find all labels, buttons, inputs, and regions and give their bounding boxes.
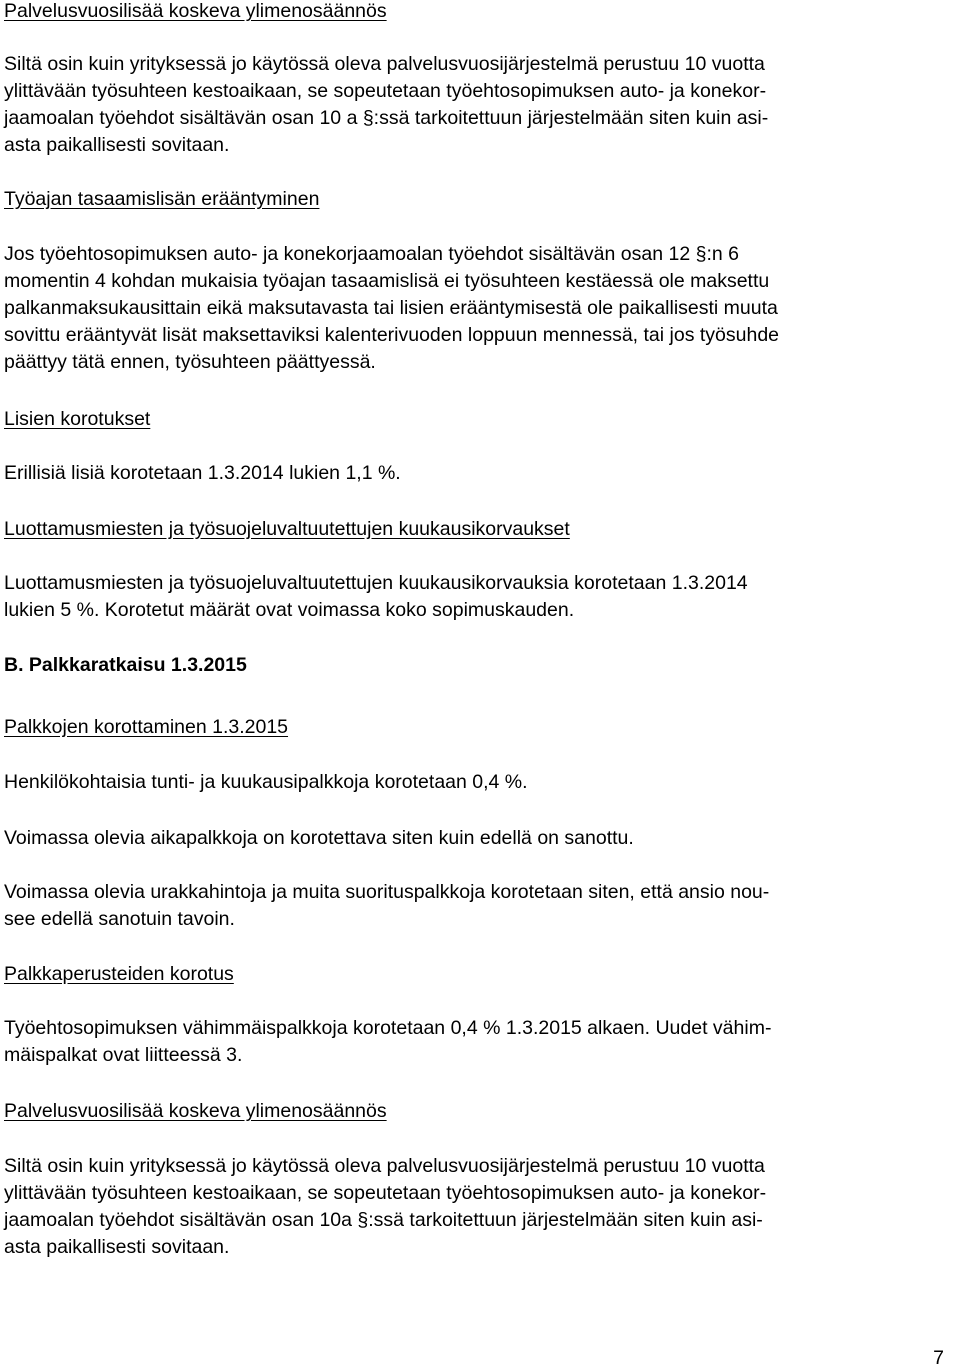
paragraph-line: Voimassa olevia urakkahintoja ja muita suorituspalkkoja korotetaan siten, että ansio nou- xyxy=(4,881,770,903)
part-heading: B. Palkkaratkaisu 1.3.2015 xyxy=(4,654,247,676)
section-heading: Palvelusvuosilisää koskeva ylimenosäännös xyxy=(4,0,387,22)
section-heading: Luottamusmiesten ja työsuojeluvaltuutettujen kuukausikorvaukset xyxy=(4,518,570,540)
paragraph-line: palkanmaksukausittain eikä maksutavasta tai lisien erääntymisestä ole paikallisesti muuta xyxy=(4,297,778,319)
section-heading: Palvelusvuosilisää koskeva ylimenosäännös xyxy=(4,1100,387,1122)
section-heading: Lisien korotukset xyxy=(4,408,151,430)
paragraph-line: Siltä osin kuin yrityksessä jo käytössä oleva palvelusvuosijärjestelmä perustuu 10 vuotta xyxy=(4,1155,765,1177)
paragraph-line: Voimassa olevia aikapalkkoja on korotettava siten kuin edellä on sanottu. xyxy=(4,827,634,849)
paragraph-line: Työehtosopimuksen vähimmäispalkkoja korotetaan 0,4 % 1.3.2015 alkaen. Uudet vähim- xyxy=(4,1017,772,1039)
paragraph-line: asta paikallisesti sovitaan. xyxy=(4,134,230,156)
paragraph-line: Erillisiä lisiä korotetaan 1.3.2014 lukien 1,1 %. xyxy=(4,462,401,484)
paragraph-line: jaamoalan työehdot sisältävän osan 10 a §:ssä tarkoitettuun järjestelmään siten kuin asi- xyxy=(4,107,769,129)
paragraph-line: ylittävään työsuhteen kestoaikaan, se sopeutetaan työehtosopimuksen auto- ja konekor- xyxy=(4,1182,767,1204)
paragraph-line: momentin 4 kohdan mukaisia työajan tasaamislisä ei työsuhteen kestäessä ole maksettu xyxy=(4,270,770,292)
paragraph-line: lukien 5 %. Korotetut määrät ovat voimassa koko sopimuskauden. xyxy=(4,599,575,621)
section-heading: Palkkojen korottaminen 1.3.2015 xyxy=(4,716,289,738)
paragraph-line: asta paikallisesti sovitaan. xyxy=(4,1236,230,1258)
section-heading: Palkkaperusteiden korotus xyxy=(4,963,234,985)
paragraph-line: päättyy tätä ennen, työsuhteen päättyessä. xyxy=(4,351,376,373)
paragraph-line: Luottamusmiesten ja työsuojeluvaltuutettujen kuukausikorvauksia korotetaan 1.3.2014 xyxy=(4,572,748,594)
paragraph-line: Henkilökohtaisia tunti- ja kuukausipalkkoja korotetaan 0,4 %. xyxy=(4,771,528,793)
paragraph-line: jaamoalan työehdot sisältävän osan 10a §:ssä tarkoitettuun järjestelmään siten kuin asi- xyxy=(4,1209,763,1231)
paragraph-line: Siltä osin kuin yrityksessä jo käytössä oleva palvelusvuosijärjestelmä perustuu 10 vuotta xyxy=(4,53,765,75)
page-number: 7 xyxy=(933,1347,944,1369)
paragraph-line: Jos työehtosopimuksen auto- ja konekorjaamoalan työehdot sisältävän osan 12 §:n 6 xyxy=(4,243,739,265)
paragraph-line: ylittävään työsuhteen kestoaikaan, se sopeutetaan työehtosopimuksen auto- ja konekor- xyxy=(4,80,767,102)
paragraph-line: see edellä sanotuin tavoin. xyxy=(4,908,235,930)
paragraph-line: mäispalkat ovat liitteessä 3. xyxy=(4,1044,243,1066)
paragraph-line: sovittu erääntyvät lisät maksettaviksi kalenterivuoden loppuun mennessä, tai jos työsuhde xyxy=(4,324,780,346)
section-heading: Työajan tasaamislisän erääntyminen xyxy=(4,188,320,210)
